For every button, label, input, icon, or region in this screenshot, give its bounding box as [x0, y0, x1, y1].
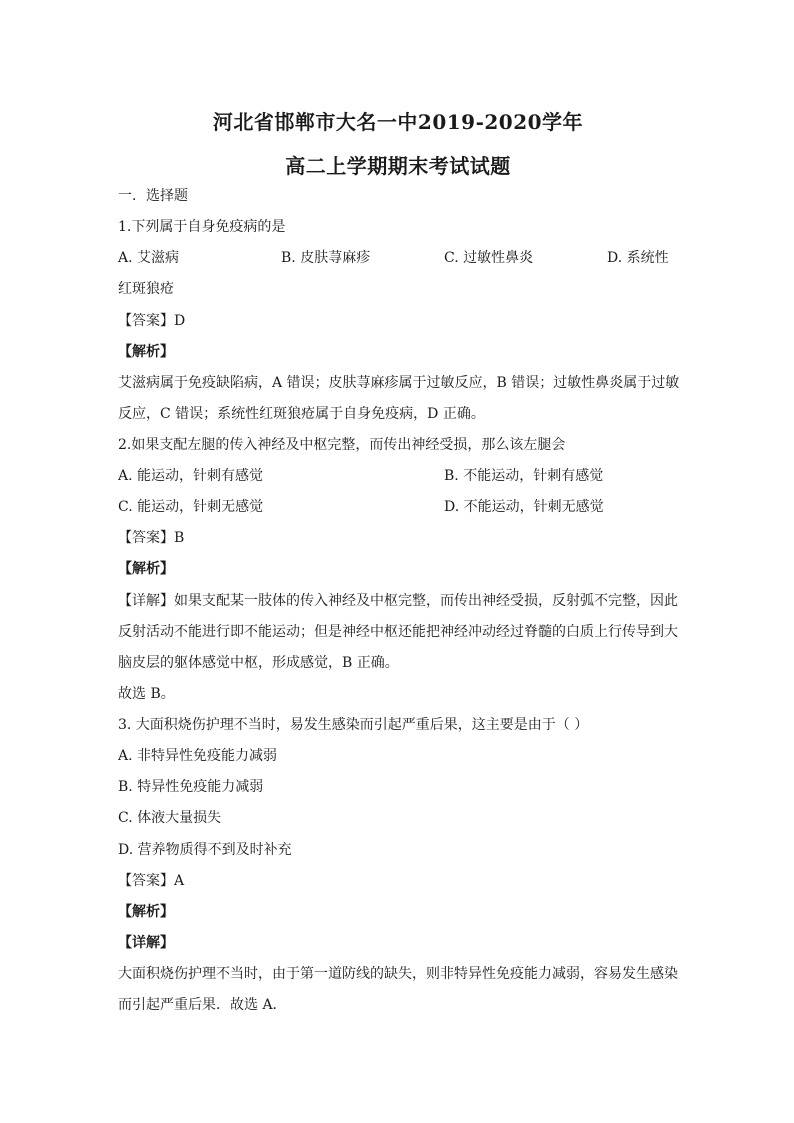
q3-detail-label: 【详解】 — [118, 935, 174, 951]
q2-analysis-label: 【解析】 — [118, 561, 174, 577]
q3-detail-line-2: 而引起严重后果．故选 A． — [118, 997, 287, 1013]
q1-option-a: A. 艾滋病 — [118, 250, 180, 266]
q2-option-b: B. 不能运动，针刺有感觉 — [444, 468, 604, 484]
q2-detail-line-2: 反射活动不能进行即不能运动；但是神经中枢还能把神经冲动经过脊髓的白质上行传导到大 — [118, 624, 678, 640]
q3-option-d: D. 营养物质得不到及时补充 — [118, 842, 292, 858]
q2-option-d: D. 不能运动，针刺无感觉 — [444, 499, 604, 515]
q1-analysis-line-1: 艾滋病属于免疫缺陷病，A 错误；皮肤荨麻疹属于过敏反应，B 错误；过敏性鼻炎属于过敏 — [118, 375, 680, 391]
q3-stem: 3. 大面积烧伤护理不当时，易发生感染而引起严重后果，这主要是由于（ ） — [118, 717, 589, 733]
q3-option-a: A. 非特异性免疫能力减弱 — [118, 748, 278, 764]
q2-detail-line-1: 【详解】如果支配某一肢体的传入神经及中枢完整，而传出神经受损，反射弧不完整，因此 — [118, 593, 678, 609]
q3-answer: 【答案】A — [118, 873, 185, 889]
title-line-1: 河北省邯郸市大名一中2019-2020学年 — [212, 110, 584, 134]
q1-option-b: B. 皮肤荨麻疹 — [281, 250, 371, 266]
q2-option-c: C. 能运动，针刺无感觉 — [118, 499, 264, 515]
q3-analysis-label: 【解析】 — [118, 904, 174, 920]
section-heading: 一．选择题 — [118, 188, 188, 204]
q3-option-c: C. 体液大量损失 — [118, 810, 222, 826]
q2-conclusion: 故选 B。 — [118, 686, 175, 702]
q2-option-a: A. 能运动，针刺有感觉 — [118, 468, 264, 484]
q1-option-d: D. 系统性 — [607, 250, 669, 266]
title-line-2: 高二上学期期末考试试题 — [285, 154, 511, 178]
q2-answer: 【答案】B — [118, 530, 185, 546]
q1-analysis-label: 【解析】 — [118, 344, 174, 360]
q3-option-b: B. 特异性免疫能力减弱 — [118, 779, 264, 795]
q1-stem: 1.下列属于自身免疫病的是 — [118, 219, 286, 235]
q3-detail-line-1: 大面积烧伤护理不当时，由于第一道防线的缺失，则非特异性免疫能力减弱，容易发生感染 — [118, 966, 678, 982]
q1-analysis-line-2: 反应，C 错误；系统性红斑狼疮属于自身免疫病，D 正确。 — [118, 406, 485, 422]
q1-option-c: C. 过敏性鼻炎 — [444, 250, 534, 266]
q2-detail-line-3: 脑皮层的躯体感觉中枢，形成感觉，B 正确。 — [118, 655, 399, 671]
q1-answer: 【答案】D — [118, 313, 186, 329]
q1-option-d-continued: 红斑狼疮 — [118, 281, 174, 297]
q2-stem: 2.如果支配左腿的传入神经及中枢完整，而传出神经受损，那么该左腿会 — [118, 437, 566, 453]
